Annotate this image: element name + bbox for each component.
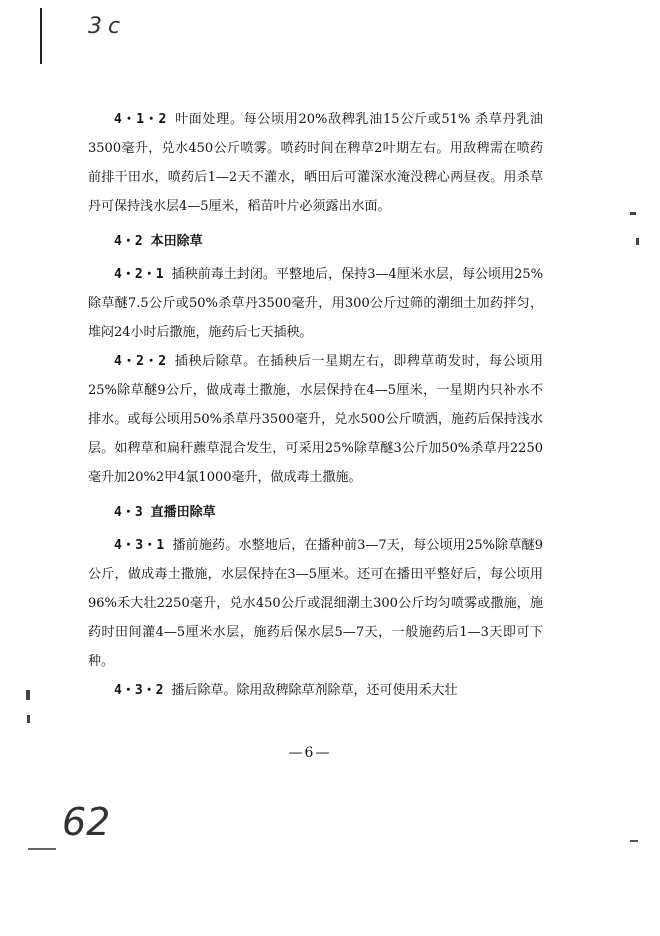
handwritten-note-top: 3c [88,14,127,39]
section-number: 4・2・2 [114,354,167,369]
scan-margin-line [40,8,42,64]
paragraph-4-2-1 [88,260,543,347]
section-number: 4・3・1 [114,538,165,553]
section-number: 4・1・2 [114,112,167,127]
paragraph-text: 插秧后除草。在插秧后一星期左右，即稗草萌发时，每公顷用25%除草醚9公斤，做成毒土撒施，水层保持在4—5厘米，一星期内只补水不排水。或每公顷用50%杀草丹3500毫升，兑水500公斤喷洒，施药后保持浅水层。如稗草和扁秆藨草混合发生，可采用25%除草醚3公斤加50%杀草丹2250毫升加20%2甲4氯1000毫升，做成毒土撒施。 [88,354,543,485]
section-number: 4・2・1 [114,267,164,282]
paragraph-text: 播前施药。水整地后，在播种前3—7天，每公顷用25%除草醚9公斤，做成毒土撒施，水层保持在3—5厘米。还可在播田平整好后，每公顷用96%禾大壮2250毫升，兑水450公斤或混细潮土300公斤均匀喷雾或撒施，施药时田间灌4—5厘米水层，施药后保水层5—7天，一般施药后1—3天即可下种。 [88,538,543,669]
heading-text: 直播田除草 [150,505,216,520]
paragraph-4-3-2 [88,676,543,705]
heading-4-3 [88,498,543,527]
section-number: 4・3・2 [114,683,164,698]
scan-artifact [636,238,639,245]
scan-artifact [28,848,56,850]
paragraph-4-3-1 [88,531,543,676]
paragraph-text: 播后除草。除用敌稗除草剂除草，还可使用禾大壮 [171,683,458,698]
paragraph-text: 插秧前毒土封闭。平整地后，保持3—4厘米水层，每公顷用25%除草醚7.5公斤或50%杀草丹3500毫升，用300公斤过筛的潮细土加药拌匀，堆闷24小时后撒施，施药后七天插秧。 [88,267,543,340]
heading-4-2 [88,227,543,256]
document-body [88,105,543,705]
scan-artifact [630,212,636,215]
scan-artifact [26,690,30,700]
scan-artifact [27,715,30,723]
paragraph-4-1-2 [88,105,543,221]
heading-text: 本田除草 [150,234,203,249]
page-number: —6— [288,745,332,761]
paragraph-4-2-2 [88,347,543,492]
section-number: 4・3 [114,505,143,520]
scan-artifact [630,840,638,842]
handwritten-note-bottom: 62 [62,800,111,844]
paragraph-text: 叶面处理。每公顷用20%敌稗乳油15公斤或51% 杀草丹乳油3500毫升，兑水450公斤喷雾。喷药时间在稗草2叶期左右。用敌稗需在喷药前排干田水，喷药后1—2天不灌水，晒田后可灌深水淹没稗心两昼夜。用杀草丹可保持浅水层4—5厘米，稻苗叶片必须露出水面。 [88,112,544,214]
section-number: 4・2 [114,234,143,249]
